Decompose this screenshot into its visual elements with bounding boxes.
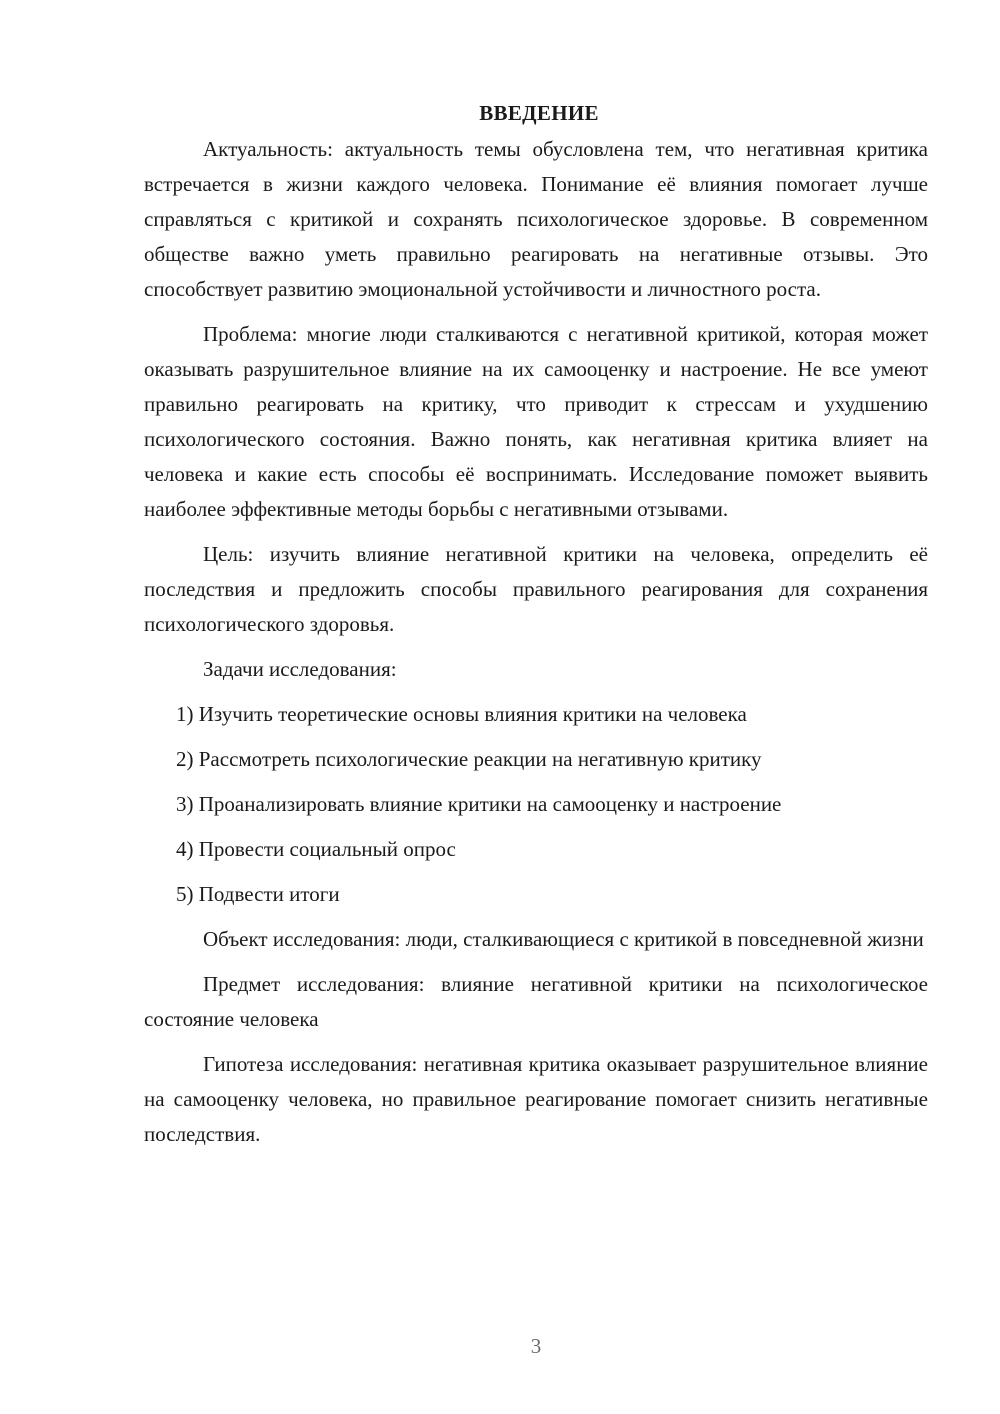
- page-number: 3: [530, 1334, 542, 1358]
- list-item: 2) Рассмотреть психологические реакции на негативную критику: [176, 747, 762, 771]
- list-item: 3) Проанализировать влияние критики на самооценку и настроение: [176, 792, 782, 816]
- list-item: 5) Подвести итоги: [176, 882, 340, 906]
- hypothesis-paragraph: Гипотеза исследования: негативная критика оказывает разрушительное влияние на самооценку человека, но правильное реагирование помогает снизить негативные последствия.: [144, 1052, 928, 1146]
- object-paragraph: Объект исследования: люди, сталкивающиеся с критикой в повседневной жизни: [203, 927, 924, 951]
- problem-paragraph: Проблема: многие люди сталкиваются с негативной критикой, которая может оказывать разрушительное влияние на их самооценку и настроение. Не все умеют правильно реагировать на критику, что приводит к стрессам и ухудшению психологического состояния. Важно понять, как негативная критика влияет на человека и какие есть способы её воспринимать. Исследование поможет выявить наиболее эффективные методы борьбы с негативными отзывами.: [144, 322, 928, 521]
- relevance-paragraph: Актуальность: актуальность темы обусловлена тем, что негативная критика встречается в жизни каждого человека. Понимание её влияния помогает лучше справляться с критикой и сохранять психологическое здоровье. В современном обществе важно уметь правильно реагировать на негативные отзывы. Это способствует развитию эмоциональной устойчивости и личностного роста.: [144, 137, 928, 301]
- page-title: ВВЕДЕНИЕ: [479, 101, 599, 125]
- document-page: [144, 96, 928, 1162]
- tasks-list: [144, 697, 928, 912]
- goal-paragraph: Цель: изучить влияние негативной критики на человека, определить её последствия и предложить способы правильного реагирования для сохранения психологического здоровья.: [144, 542, 928, 636]
- tasks-heading: Задачи исследования:: [203, 657, 397, 681]
- list-item: 4) Провести социальный опрос: [176, 837, 456, 861]
- subject-paragraph: Предмет исследования: влияние негативной критики на психологическое состояние человека: [144, 972, 928, 1031]
- list-item: 1) Изучить теоретические основы влияния критики на человека: [176, 702, 747, 726]
